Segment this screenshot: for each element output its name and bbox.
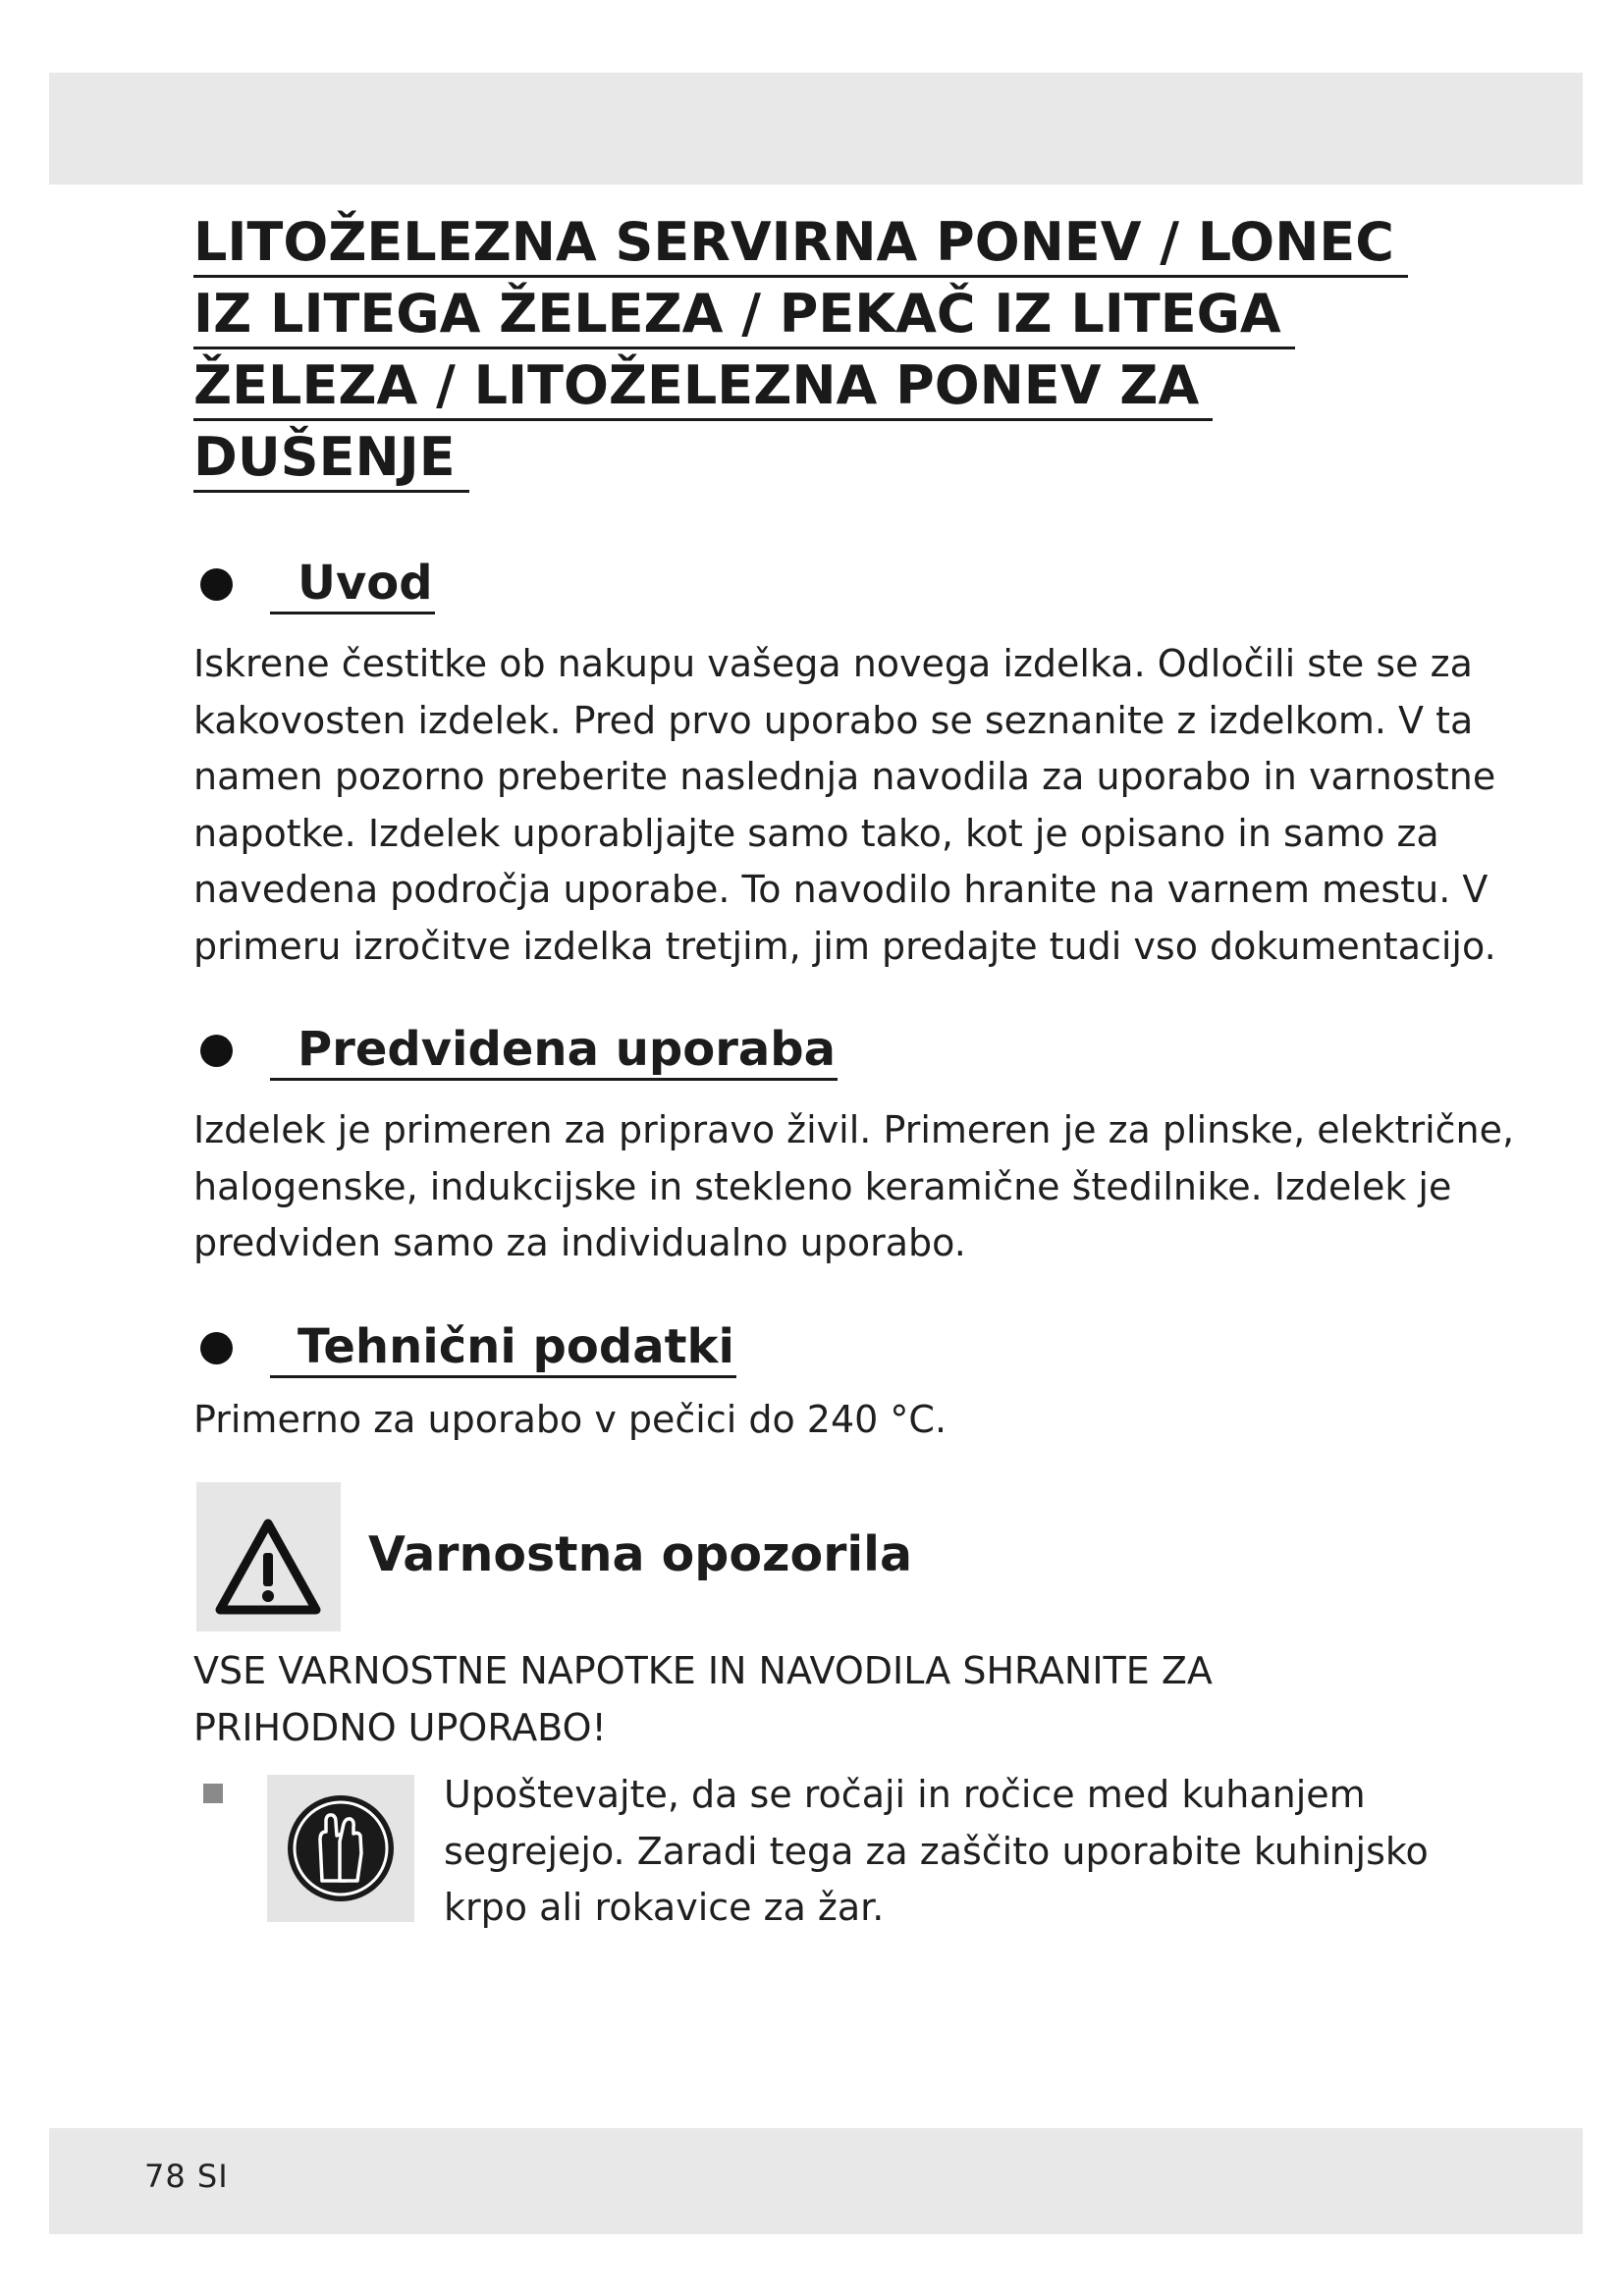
text-line: napotke. Izdelek uporabljajte samo tako, kot je opisano in samo za	[193, 811, 1439, 855]
footer-band	[49, 2128, 1583, 2234]
title-line: IZ LITEGA ŽELEZA / PEKAČ IZ LITEGA	[193, 283, 1295, 349]
glove-warning-text	[444, 1767, 1475, 1937]
text-line: Iskrene čestitke ob nakupu vašega novega izdelka. Odločili ste se za	[193, 642, 1473, 685]
oven-glove-icon	[267, 1775, 414, 1922]
technical-data-paragraph	[193, 1392, 1470, 1449]
section-title: Tehnični podatki	[270, 1318, 736, 1378]
text-line: namen pozorno preberite naslednja navodila za uporabo in varnostne	[193, 755, 1496, 798]
bullet-icon	[200, 1332, 233, 1364]
text-line: Primerno za uporabo v pečici do 240 °C.	[193, 1398, 947, 1441]
text-line: kakovosten izdelek. Pred prvo uporabo se seznanite z izdelkom. V ta	[193, 698, 1474, 742]
title-line: DUŠENJE	[193, 426, 469, 493]
section-title: Uvod	[270, 555, 435, 614]
page-number: 78 SI	[144, 2158, 229, 2195]
text-line: krpo ali rokavice za žar.	[444, 1886, 885, 1929]
header-band	[49, 73, 1583, 185]
text-line: halogenske, indukcijske in stekleno keramične štedilnike. Izdelek je	[193, 1164, 1452, 1208]
title-line: ŽELEZA / LITOŽELEZNA PONEV ZA	[193, 354, 1213, 421]
safety-caps-notice	[193, 1643, 1470, 1756]
text-line: navedena področja uporabe. To navodilo hranite na varnem mestu. V	[193, 868, 1489, 911]
intended-use-paragraph	[193, 1102, 1515, 1272]
text-line: Izdelek je primeren za pripravo živil. Primeren je za plinske, električne,	[193, 1108, 1515, 1151]
section-title: Predvidena uporaba	[270, 1021, 838, 1081]
bullet-icon	[200, 568, 233, 601]
text-line: predviden samo za individualno uporabo.	[193, 1221, 966, 1264]
text-line: PRIHODNO UPORABO!	[193, 1705, 607, 1749]
safety-warnings-title: Varnostna opozorila	[368, 1526, 913, 1582]
warning-triangle-icon	[196, 1482, 341, 1631]
bullet-icon	[200, 1035, 233, 1067]
title-line: LITOŽELEZNA SERVIRNA PONEV / LONEC	[193, 211, 1408, 278]
text-line: segrejejo. Zaradi tega za zaščito uporabite kuhinjsko	[444, 1829, 1429, 1873]
text-line: VSE VARNOSTNE NAPOTKE IN NAVODILA SHRANITE ZA	[193, 1649, 1213, 1692]
intro-paragraph	[193, 636, 1496, 975]
text-line: primeru izročitve izdelka tretjim, jim predajte tudi vso dokumentacijo.	[193, 924, 1496, 968]
square-bullet-icon	[203, 1784, 223, 1803]
text-line: Upoštevajte, da se ročaji in ročice med kuhanjem	[444, 1773, 1366, 1816]
page-title	[193, 206, 1431, 493]
